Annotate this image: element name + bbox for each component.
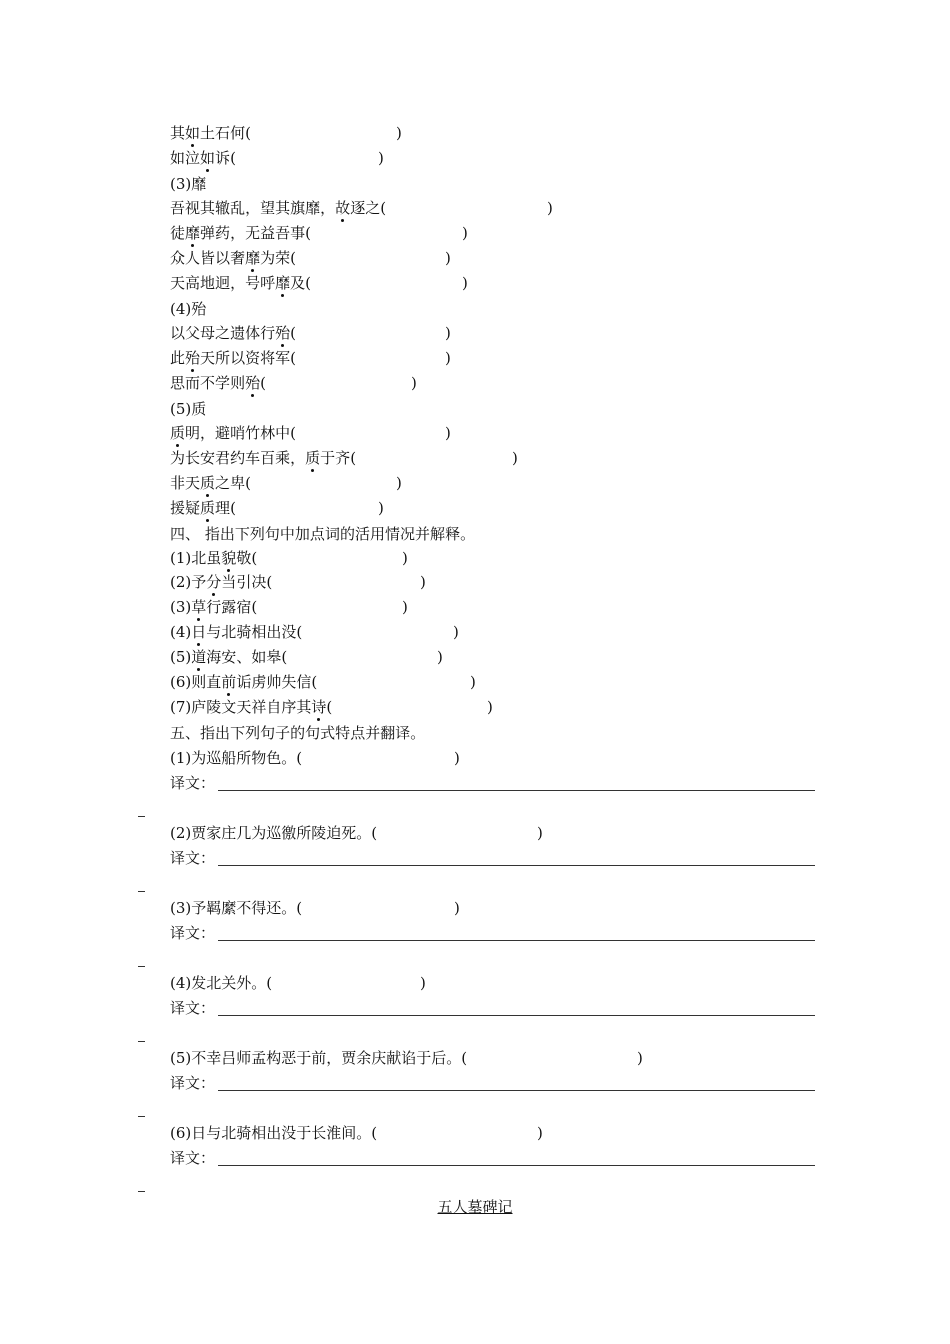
continuation-dash: [138, 1191, 145, 1192]
section-heading: [170, 522, 870, 546]
exercise-text: (5)质: [170, 400, 207, 418]
exercise-item: [170, 346, 870, 370]
answer-blank-close: ): [462, 224, 468, 242]
sentence-item: [170, 1046, 870, 1070]
exercise-item: [170, 271, 870, 295]
answer-blank-close: ): [512, 449, 518, 467]
answer-blank-close: ): [454, 749, 460, 767]
answer-blank-close: ): [378, 499, 384, 517]
continuation-dash: [138, 1116, 145, 1117]
exercise-item: [170, 371, 870, 395]
answer-blank-close: ): [470, 673, 476, 691]
exercise-text: (3)草行露宿(: [170, 598, 257, 616]
translation-label: 译文：: [170, 924, 216, 942]
exercise-text: 吾视其辙乱，望其旗靡，故逐之(: [170, 199, 386, 217]
answer-blank-close: ): [402, 549, 408, 567]
sentence-text: (5)不幸吕师孟构恶于前，贾余庆献谄于后。(: [170, 1049, 468, 1067]
sentence-item: [170, 1121, 870, 1145]
exercise-text: 五、指出下列句子的句式特点并翻译。: [170, 724, 426, 742]
exercise-item: [170, 645, 870, 669]
exercise-text: (2)予分当引决(: [170, 573, 272, 591]
exercise-item: [170, 121, 870, 145]
answer-blank-close: ): [396, 124, 402, 142]
sentence-text: (2)贾家庄几为巡徼所陵迫死。(: [170, 824, 378, 842]
section-heading: [170, 297, 870, 321]
translation-label: 译文：: [170, 849, 216, 867]
answer-blank-close: ): [445, 349, 451, 367]
exercise-item: [170, 546, 870, 570]
exercise-text: 非天质之卑(: [170, 474, 251, 492]
answer-blank-close: ): [437, 648, 443, 666]
answer-blank-close: ): [454, 899, 460, 917]
sentence-text: (4)发北关外。(: [170, 974, 273, 992]
exercise-item: [170, 221, 870, 245]
translation-answer-line: [218, 1015, 815, 1016]
answer-blank-close: ): [396, 474, 402, 492]
exercise-text: 思而不学则殆(: [170, 374, 266, 392]
exercise-item: [170, 421, 870, 445]
answer-blank-close: ): [537, 1124, 543, 1142]
sentence-item: [170, 746, 870, 770]
exercise-item: [170, 446, 870, 470]
exercise-text: (3)靡: [170, 175, 207, 193]
translation-label: 译文：: [170, 999, 216, 1017]
exercise-text: 四、 指出下列句中加点词的活用情况并解释。: [170, 525, 476, 543]
exercise-item: [170, 471, 870, 495]
exercise-text: 众人皆以奢靡为荣(: [170, 249, 296, 267]
next-section-title-text: 五人墓碑记: [437, 1198, 513, 1216]
exercise-item: [170, 321, 870, 345]
sentence-text: (3)予羁縻不得还。(: [170, 899, 303, 917]
answer-blank-close: ): [547, 199, 553, 217]
exercise-item: [170, 670, 870, 694]
next-section-title: [0, 1195, 950, 1219]
exercise-item: [170, 570, 870, 594]
continuation-dash: [138, 891, 145, 892]
sentence-item: [170, 971, 870, 995]
answer-blank-close: ): [453, 623, 459, 641]
answer-blank-close: ): [420, 573, 426, 591]
exercise-text: 为长安君约车百乘，质于齐(: [170, 449, 356, 467]
exercise-text: 质明，避哨竹林中(: [170, 424, 296, 442]
answer-blank-close: ): [445, 424, 451, 442]
sentence-text: (6)日与北骑相出没于长淮间。(: [170, 1124, 378, 1142]
exercise-item: [170, 595, 870, 619]
answer-blank-close: ): [537, 824, 543, 842]
exercise-item: [170, 146, 870, 170]
translation-answer-line: [218, 865, 815, 866]
exercise-text: 其如土石何(: [170, 124, 251, 142]
exercise-text: (4)殆: [170, 300, 207, 318]
section-heading: [170, 397, 870, 421]
sentence-text: (1)为巡船所物色。(: [170, 749, 303, 767]
answer-blank-close: ): [462, 274, 468, 292]
continuation-dash: [138, 1041, 145, 1042]
exercise-text: 援疑质理(: [170, 499, 236, 517]
exercise-text: (5)道海安、如皋(: [170, 648, 287, 666]
continuation-dash: [138, 966, 145, 967]
exercise-text: (7)庐陵文天祥自序其诗(: [170, 698, 332, 716]
exercise-item: [170, 246, 870, 270]
exercise-text: 以父母之遗体行殆(: [170, 324, 296, 342]
section-heading: [170, 721, 870, 745]
answer-blank-close: ): [637, 1049, 643, 1067]
sentence-item: [170, 896, 870, 920]
exercise-text: 如泣如诉(: [170, 149, 236, 167]
answer-blank-close: ): [445, 324, 451, 342]
answer-blank-close: ): [420, 974, 426, 992]
exercise-text: (4)日与北骑相出没(: [170, 623, 302, 641]
section-heading: [170, 172, 870, 196]
exercise-text: 天高地迥，号呼靡及(: [170, 274, 311, 292]
translation-answer-line: [218, 940, 815, 941]
exercise-item: [170, 196, 870, 220]
translation-answer-line: [218, 790, 815, 791]
exercise-text: (1)北虽貌敬(: [170, 549, 257, 567]
answer-blank-close: ): [411, 374, 417, 392]
continuation-dash: [138, 816, 145, 817]
exercise-text: 徒靡弹药，无益吾事(: [170, 224, 311, 242]
translation-label: 译文：: [170, 1149, 216, 1167]
translation-label: 译文：: [170, 774, 216, 792]
translation-label: 译文：: [170, 1074, 216, 1092]
exercise-item: [170, 496, 870, 520]
answer-blank-close: ): [402, 598, 408, 616]
answer-blank-close: ): [445, 249, 451, 267]
answer-blank-close: ): [378, 149, 384, 167]
translation-answer-line: [218, 1090, 815, 1091]
sentence-item: [170, 821, 870, 845]
answer-blank-close: ): [487, 698, 493, 716]
exercise-item: [170, 695, 870, 719]
exercise-text: (6)则直前诟虏帅失信(: [170, 673, 317, 691]
exercise-text: 此殆天所以资将军(: [170, 349, 296, 367]
exercise-item: [170, 620, 870, 644]
translation-answer-line: [218, 1165, 815, 1166]
